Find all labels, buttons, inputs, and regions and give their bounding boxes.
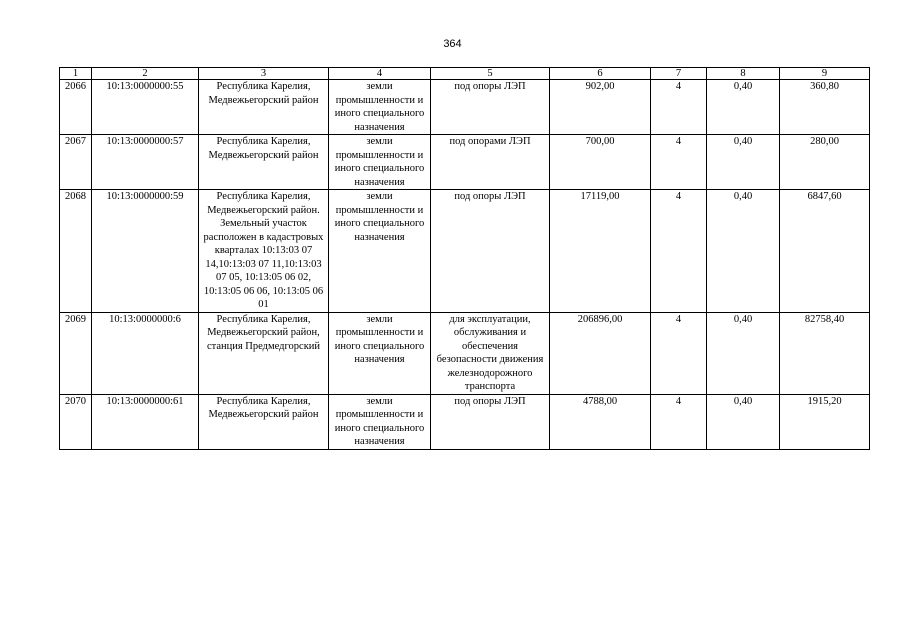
cell-land-category: земли промышленности и иного специального назначения (329, 394, 431, 449)
cell-land-category: земли промышленности и иного специального назначения (329, 135, 431, 190)
cell-number: 2067 (60, 135, 92, 190)
cell-amount: 6847,60 (780, 190, 870, 313)
cell-permitted-use: под опорами ЛЭП (431, 135, 550, 190)
cell-rate: 0,40 (707, 135, 780, 190)
cell-col7: 4 (651, 190, 707, 313)
cell-rate: 0,40 (707, 190, 780, 313)
cell-cadastral-number: 10:13:0000000:59 (92, 190, 199, 313)
header-row (60, 68, 870, 80)
cell-location: Республика Карелия, Медвежьегорский район (199, 394, 329, 449)
cell-permitted-use: под опоры ЛЭП (431, 80, 550, 135)
cell-cadastral-number: 10:13:0000000:55 (92, 80, 199, 135)
cell-land-category: земли промышленности и иного специального назначения (329, 80, 431, 135)
cell-col7: 4 (651, 80, 707, 135)
cell-area: 4788,00 (550, 394, 651, 449)
cell-cadastral-number: 10:13:0000000:61 (92, 394, 199, 449)
cell-location: Республика Карелия, Медвежьегорский район (199, 135, 329, 190)
cell-land-category: земли промышленности и иного специального назначения (329, 312, 431, 394)
cell-amount: 360,80 (780, 80, 870, 135)
column-header: 4 (329, 68, 431, 80)
cell-permitted-use: под опоры ЛЭП (431, 394, 550, 449)
cell-col7: 4 (651, 312, 707, 394)
cell-cadastral-number: 10:13:0000000:57 (92, 135, 199, 190)
cell-permitted-use: под опоры ЛЭП (431, 190, 550, 313)
column-header: 6 (550, 68, 651, 80)
cell-cadastral-number: 10:13:0000000:6 (92, 312, 199, 394)
cell-col7: 4 (651, 394, 707, 449)
cell-rate: 0,40 (707, 394, 780, 449)
cell-land-category: земли промышленности и иного специального назначения (329, 190, 431, 313)
cell-location: Республика Карелия, Медвежьегорский район (199, 80, 329, 135)
column-header: 2 (92, 68, 199, 80)
cell-col7: 4 (651, 135, 707, 190)
table-row (60, 80, 870, 135)
cell-rate: 0,40 (707, 80, 780, 135)
column-header: 5 (431, 68, 550, 80)
cell-rate: 0,40 (707, 312, 780, 394)
table-row (60, 394, 870, 449)
table-row (60, 312, 870, 394)
cell-area: 17119,00 (550, 190, 651, 313)
column-header: 1 (60, 68, 92, 80)
cell-area: 206896,00 (550, 312, 651, 394)
column-header: 3 (199, 68, 329, 80)
cell-number: 2068 (60, 190, 92, 313)
cell-location: Республика Карелия, Медвежьегорский район, станция Предмедгорский (199, 312, 329, 394)
cell-amount: 280,00 (780, 135, 870, 190)
table-row (60, 190, 870, 313)
cell-permitted-use: для эксплуатации, обслуживания и обеспечения безопасности движения железнодорожного транспорта (431, 312, 550, 394)
column-header: 9 (780, 68, 870, 80)
cell-amount: 82758,40 (780, 312, 870, 394)
cell-number: 2069 (60, 312, 92, 394)
table-row (60, 135, 870, 190)
page-number: 364 (443, 38, 462, 50)
cell-area: 902,00 (550, 80, 651, 135)
column-header: 8 (707, 68, 780, 80)
column-header: 7 (651, 68, 707, 80)
cell-number: 2066 (60, 80, 92, 135)
cell-amount: 1915,20 (780, 394, 870, 449)
land-registry-table (59, 67, 870, 450)
cell-area: 700,00 (550, 135, 651, 190)
cell-location: Республика Карелия, Медвежьегорский район. Земельный участок расположен в кадастровых кварталах 10:13:03 07 14,10:13:03 07 11,10:13:03 07 05, 10:13:05 06 02, 10:13:05 06 06, 10:13:05 06 01 (199, 190, 329, 313)
cell-number: 2070 (60, 394, 92, 449)
